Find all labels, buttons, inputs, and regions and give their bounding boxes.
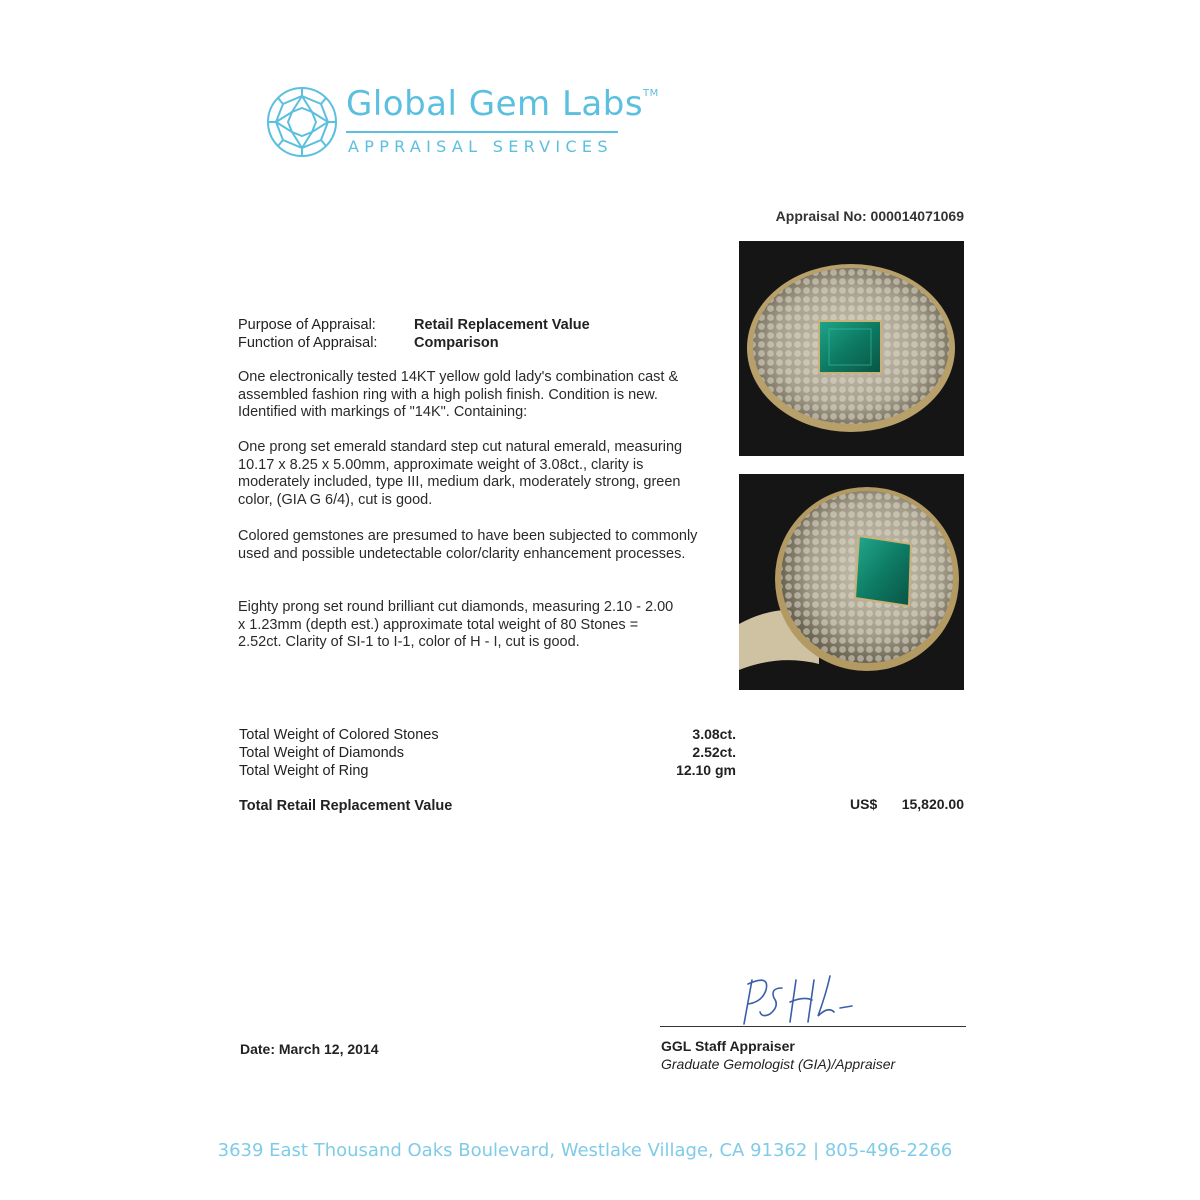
- total-ring-value: 12.10 gm: [676, 762, 736, 778]
- total-colored-label: Total Weight of Colored Stones: [239, 727, 439, 743]
- function-value: Comparison: [414, 335, 499, 351]
- ring-photo-angle: [739, 474, 964, 690]
- signer-credentials: Graduate Gemologist (GIA)/Appraiser: [661, 1056, 896, 1072]
- appraisal-date: Date: March 12, 2014: [240, 1041, 379, 1057]
- ring-description: One electronically tested 14KT yellow gold lady's combination cast & assembled fashion ring with a high polish finish. Condition is new. Identified with markings of "14K". Containing:: [238, 369, 679, 420]
- trademark-mark: TM: [643, 88, 659, 99]
- grand-total-value: 15,820.00: [901, 796, 964, 812]
- brand-name-text: Global Gem Labs: [346, 84, 644, 124]
- signature-mark: [730, 966, 860, 1028]
- emerald-description: One prong set emerald standard step cut natural emerald, measuring 10.17 x 8.25 x 5.00mm, approximate weight of 3.08ct., clarity is moderately included, type III, medium dark, moderately strong, green color, (GIA G 6/4), cut is good.: [238, 439, 683, 508]
- grand-total-label: Total Retail Replacement Value: [239, 798, 453, 814]
- total-ring-label: Total Weight of Ring: [239, 763, 369, 779]
- purpose-value: Retail Replacement Value: [414, 317, 590, 333]
- total-colored-value: 3.08ct.: [692, 726, 736, 742]
- brand-name: [346, 84, 659, 124]
- function-row: [238, 335, 499, 351]
- signer-title: GGL Staff Appraiser: [661, 1038, 795, 1054]
- grand-total-currency: US$: [850, 796, 878, 812]
- brand-subtitle: APPRAISAL SERVICES: [348, 137, 613, 156]
- appraisal-number: Appraisal No: 000014071069: [775, 208, 964, 224]
- footer-address: 3639 East Thousand Oaks Boulevard, Westlake Village, CA 91362 | 805-496-2266: [217, 1140, 953, 1161]
- brand-divider: [346, 131, 618, 133]
- total-diamonds-value: 2.52ct.: [692, 744, 736, 760]
- function-label: Function of Appraisal:: [238, 335, 378, 351]
- enhancement-disclaimer: Colored gemstones are presumed to have been subjected to commonly used and possible undetectable color/clarity enhancement processes.: [238, 528, 698, 562]
- purpose-row: [238, 317, 590, 333]
- signature-line: [660, 1026, 966, 1027]
- purpose-label: Purpose of Appraisal:: [238, 317, 376, 333]
- ring-photo-top: [739, 241, 964, 456]
- gem-logo-icon: [266, 86, 338, 158]
- diamond-description: Eighty prong set round brilliant cut diamonds, measuring 2.10 - 2.00 x 1.23mm (depth est.) approximate total weight of 80 Stones = 2.52ct. Clarity of SI-1 to I-1, color of H - I, cut is good.: [238, 599, 674, 650]
- total-diamonds-label: Total Weight of Diamonds: [239, 745, 404, 761]
